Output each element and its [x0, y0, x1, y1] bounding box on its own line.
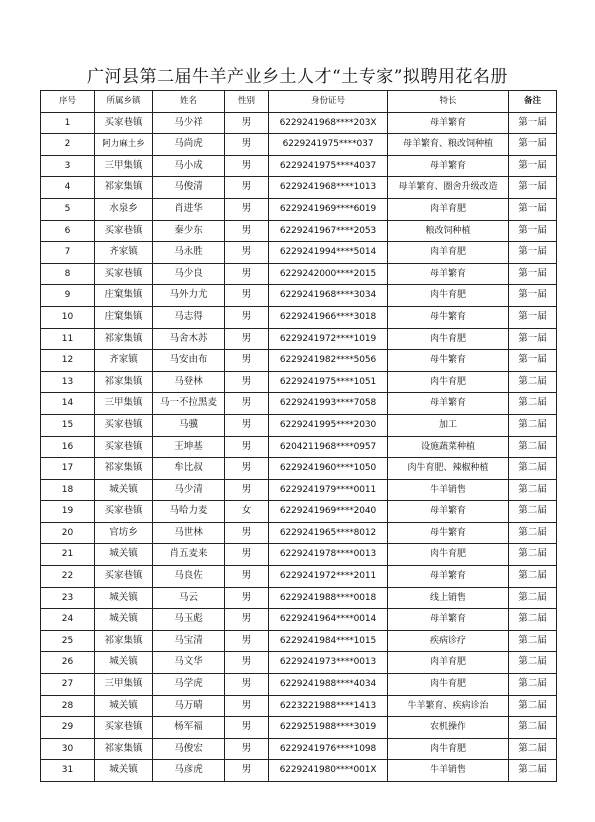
- table-row: [41, 436, 557, 458]
- row-index-cell: 8: [41, 263, 95, 285]
- row-index-cell: 1: [41, 112, 95, 134]
- remark-cell: 第二届: [509, 717, 557, 739]
- person-name-cell: 马世林: [153, 522, 225, 544]
- table-row: [41, 501, 557, 523]
- id-number-cell: 6229241973****0013: [269, 652, 388, 674]
- id-number-cell: 6229241968****3034: [269, 285, 388, 307]
- gender-cell: 男: [225, 652, 269, 674]
- township-cell: 买家巷镇: [95, 717, 153, 739]
- table-row: [41, 458, 557, 480]
- table-row: [41, 566, 557, 588]
- table-row: [41, 544, 557, 566]
- remark-cell: 第一届: [509, 306, 557, 328]
- specialty-cell: 母羊繁育: [388, 609, 509, 631]
- township-cell: 城关镇: [95, 695, 153, 717]
- specialty-cell: 母羊繁育: [388, 263, 509, 285]
- gender-cell: 男: [225, 242, 269, 264]
- specialty-cell: 肉牛育肥: [388, 285, 509, 307]
- row-index-cell: 25: [41, 630, 95, 652]
- township-cell: 庄窠集镇: [95, 285, 153, 307]
- id-number-cell: 6229241976****1098: [269, 738, 388, 760]
- table-row: [41, 393, 557, 415]
- gender-cell: 男: [225, 609, 269, 631]
- gender-cell: 男: [225, 738, 269, 760]
- id-number-cell: 6229241988****0018: [269, 587, 388, 609]
- person-name-cell: 马小成: [153, 155, 225, 177]
- township-cell: 祁家集镇: [95, 458, 153, 480]
- header-row: [41, 91, 557, 113]
- table-row: [41, 371, 557, 393]
- gender-cell: 男: [225, 155, 269, 177]
- row-index-cell: 31: [41, 760, 95, 782]
- id-number-cell: 6229241975****1051: [269, 371, 388, 393]
- remark-cell: 第一届: [509, 198, 557, 220]
- person-name-cell: 马安由布: [153, 350, 225, 372]
- remark-cell: 第二届: [509, 760, 557, 782]
- table-row: [41, 760, 557, 782]
- township-cell: 三甲集镇: [95, 393, 153, 415]
- township-cell: 城关镇: [95, 652, 153, 674]
- row-index-cell: 5: [41, 198, 95, 220]
- gender-cell: 男: [225, 198, 269, 220]
- township-cell: 买家巷镇: [95, 566, 153, 588]
- township-cell: 城关镇: [95, 587, 153, 609]
- row-index-cell: 9: [41, 285, 95, 307]
- township-cell: 买家巷镇: [95, 414, 153, 436]
- township-cell: 庄窠集镇: [95, 306, 153, 328]
- table-row: [41, 112, 557, 134]
- remark-cell: 第二届: [509, 609, 557, 631]
- row-index-cell: 29: [41, 717, 95, 739]
- id-number-cell: 6229241960****1050: [269, 458, 388, 480]
- id-number-cell: 6229241966****3018: [269, 306, 388, 328]
- gender-cell: 男: [225, 522, 269, 544]
- person-name-cell: 马外力尤: [153, 285, 225, 307]
- gender-cell: 男: [225, 587, 269, 609]
- person-name-cell: 马舍木苏: [153, 328, 225, 350]
- remark-cell: 第一届: [509, 328, 557, 350]
- township-cell: 买家巷镇: [95, 220, 153, 242]
- id-number-cell: 6229241988****4034: [269, 674, 388, 696]
- id-number-cell: 6229241978****0013: [269, 544, 388, 566]
- id-number-cell: 6229241980****001X: [269, 760, 388, 782]
- specialty-cell: 母羊繁育: [388, 155, 509, 177]
- township-cell: 城关镇: [95, 479, 153, 501]
- specialty-cell: 母牛繁育: [388, 306, 509, 328]
- remark-cell: 第二届: [509, 695, 557, 717]
- person-name-cell: 马骥: [153, 414, 225, 436]
- specialty-cell: 农机操作: [388, 717, 509, 739]
- id-number-cell: 6229241968****203X: [269, 112, 388, 134]
- person-name-cell: 马登林: [153, 371, 225, 393]
- col-header-township: 所属乡镇: [95, 91, 153, 113]
- col-header-remark: 备注: [509, 91, 557, 113]
- row-index-cell: 24: [41, 609, 95, 631]
- specialty-cell: 母羊繁育、粮改饲种植: [388, 134, 509, 156]
- row-index-cell: 30: [41, 738, 95, 760]
- table-row: [41, 717, 557, 739]
- remark-cell: 第二届: [509, 479, 557, 501]
- person-name-cell: 杨军福: [153, 717, 225, 739]
- remark-cell: 第一届: [509, 350, 557, 372]
- township-cell: 买家巷镇: [95, 112, 153, 134]
- gender-cell: 男: [225, 717, 269, 739]
- person-name-cell: 马俊清: [153, 177, 225, 199]
- row-index-cell: 4: [41, 177, 95, 199]
- person-name-cell: 王坤基: [153, 436, 225, 458]
- gender-cell: 男: [225, 112, 269, 134]
- gender-cell: 女: [225, 501, 269, 523]
- id-number-cell: 6229251988****3019: [269, 717, 388, 739]
- township-cell: 官坊乡: [95, 522, 153, 544]
- table-row: [41, 414, 557, 436]
- id-number-cell: 6229241969****6019: [269, 198, 388, 220]
- person-name-cell: 马少祥: [153, 112, 225, 134]
- gender-cell: 男: [225, 350, 269, 372]
- township-cell: 水泉乡: [95, 198, 153, 220]
- specialty-cell: 母牛繁育: [388, 350, 509, 372]
- gender-cell: 男: [225, 436, 269, 458]
- row-index-cell: 2: [41, 134, 95, 156]
- row-index-cell: 21: [41, 544, 95, 566]
- remark-cell: 第一届: [509, 263, 557, 285]
- person-name-cell: 马哈力麦: [153, 501, 225, 523]
- remark-cell: 第二届: [509, 652, 557, 674]
- id-number-cell: 6229241995****2030: [269, 414, 388, 436]
- gender-cell: 男: [225, 479, 269, 501]
- id-number-cell: 6229241968****1013: [269, 177, 388, 199]
- specialty-cell: 母羊繁育: [388, 393, 509, 415]
- row-index-cell: 16: [41, 436, 95, 458]
- remark-cell: 第二届: [509, 587, 557, 609]
- person-name-cell: 马少清: [153, 479, 225, 501]
- id-number-cell: 6229242000****2015: [269, 263, 388, 285]
- row-index-cell: 17: [41, 458, 95, 480]
- row-index-cell: 15: [41, 414, 95, 436]
- township-cell: 阿力麻土乡: [95, 134, 153, 156]
- col-header-gender: 性别: [225, 91, 269, 113]
- col-header-name: 姓名: [153, 91, 225, 113]
- table-row: [41, 285, 557, 307]
- row-index-cell: 12: [41, 350, 95, 372]
- id-number-cell: 6229241972****1019: [269, 328, 388, 350]
- township-cell: 齐家镇: [95, 350, 153, 372]
- col-header-specialty: 特长: [388, 91, 509, 113]
- gender-cell: 男: [225, 760, 269, 782]
- specialty-cell: 疾病诊疗: [388, 630, 509, 652]
- remark-cell: 第二届: [509, 630, 557, 652]
- remark-cell: 第一届: [509, 134, 557, 156]
- specialty-cell: 肉牛育肥: [388, 371, 509, 393]
- roster-table: [40, 90, 557, 782]
- row-index-cell: 20: [41, 522, 95, 544]
- person-name-cell: 马少良: [153, 263, 225, 285]
- table-row: [41, 177, 557, 199]
- id-number-cell: 6229241969****2040: [269, 501, 388, 523]
- gender-cell: 男: [225, 458, 269, 480]
- remark-cell: 第二届: [509, 566, 557, 588]
- table-body: [41, 112, 557, 781]
- table-row: [41, 674, 557, 696]
- remark-cell: 第一届: [509, 220, 557, 242]
- specialty-cell: 肉牛育肥: [388, 544, 509, 566]
- specialty-cell: 肉羊育肥: [388, 198, 509, 220]
- specialty-cell: 肉羊育肥: [388, 652, 509, 674]
- table-row: [41, 652, 557, 674]
- person-name-cell: 马学虎: [153, 674, 225, 696]
- table-row: [41, 306, 557, 328]
- remark-cell: 第二届: [509, 436, 557, 458]
- row-index-cell: 18: [41, 479, 95, 501]
- col-header-id-number: 身份证号: [269, 91, 388, 113]
- row-index-cell: 22: [41, 566, 95, 588]
- person-name-cell: 马玉彪: [153, 609, 225, 631]
- row-index-cell: 27: [41, 674, 95, 696]
- person-name-cell: 马良佐: [153, 566, 225, 588]
- gender-cell: 男: [225, 371, 269, 393]
- specialty-cell: 肉牛育肥: [388, 328, 509, 350]
- township-cell: 祁家集镇: [95, 177, 153, 199]
- gender-cell: 男: [225, 393, 269, 415]
- township-cell: 齐家镇: [95, 242, 153, 264]
- specialty-cell: 线上销售: [388, 587, 509, 609]
- id-number-cell: 6223221988****1413: [269, 695, 388, 717]
- row-index-cell: 26: [41, 652, 95, 674]
- remark-cell: 第二届: [509, 501, 557, 523]
- col-header-index: 序号: [41, 91, 95, 113]
- gender-cell: 男: [225, 414, 269, 436]
- gender-cell: 男: [225, 566, 269, 588]
- specialty-cell: 肉牛育肥、辣椒种植: [388, 458, 509, 480]
- table-row: [41, 155, 557, 177]
- remark-cell: 第二届: [509, 458, 557, 480]
- township-cell: 买家巷镇: [95, 501, 153, 523]
- specialty-cell: 设施蔬菜种植: [388, 436, 509, 458]
- gender-cell: 男: [225, 263, 269, 285]
- remark-cell: 第一届: [509, 242, 557, 264]
- township-cell: 城关镇: [95, 760, 153, 782]
- id-number-cell: 6229241993****7058: [269, 393, 388, 415]
- township-cell: 三甲集镇: [95, 155, 153, 177]
- remark-cell: 第二届: [509, 738, 557, 760]
- row-index-cell: 14: [41, 393, 95, 415]
- row-index-cell: 11: [41, 328, 95, 350]
- specialty-cell: 肉牛育肥: [388, 738, 509, 760]
- gender-cell: 男: [225, 695, 269, 717]
- row-index-cell: 3: [41, 155, 95, 177]
- gender-cell: 男: [225, 544, 269, 566]
- specialty-cell: 加工: [388, 414, 509, 436]
- gender-cell: 男: [225, 220, 269, 242]
- id-number-cell: 6229241979****0011: [269, 479, 388, 501]
- person-name-cell: 肖五麦来: [153, 544, 225, 566]
- row-index-cell: 6: [41, 220, 95, 242]
- table-row: [41, 738, 557, 760]
- remark-cell: 第一届: [509, 155, 557, 177]
- remark-cell: 第二届: [509, 544, 557, 566]
- township-cell: 城关镇: [95, 609, 153, 631]
- row-index-cell: 7: [41, 242, 95, 264]
- id-number-cell: 6229241984****1015: [269, 630, 388, 652]
- specialty-cell: 牛羊销售: [388, 760, 509, 782]
- gender-cell: 男: [225, 285, 269, 307]
- remark-cell: 第一届: [509, 285, 557, 307]
- table-row: [41, 328, 557, 350]
- specialty-cell: 肉羊育肥: [388, 242, 509, 264]
- person-name-cell: 肖进华: [153, 198, 225, 220]
- township-cell: 祁家集镇: [95, 630, 153, 652]
- specialty-cell: 母羊繁育: [388, 112, 509, 134]
- specialty-cell: 牛羊销售: [388, 479, 509, 501]
- township-cell: 城关镇: [95, 544, 153, 566]
- page-title: 广河县第二届牛羊产业乡土人才“土专家”拟聘用花名册: [87, 67, 508, 87]
- id-number-cell: 6229241965****8012: [269, 522, 388, 544]
- row-index-cell: 13: [41, 371, 95, 393]
- table-row: [41, 242, 557, 264]
- id-number-cell: 6229241972****2011: [269, 566, 388, 588]
- person-name-cell: 马云: [153, 587, 225, 609]
- table-row: [41, 695, 557, 717]
- id-number-cell: 6204211968****0957: [269, 436, 388, 458]
- township-cell: 祁家集镇: [95, 328, 153, 350]
- specialty-cell: 母羊繁育: [388, 566, 509, 588]
- gender-cell: 男: [225, 328, 269, 350]
- township-cell: 买家巷镇: [95, 263, 153, 285]
- table-row: [41, 630, 557, 652]
- id-number-cell: 6229241975****4037: [269, 155, 388, 177]
- specialty-cell: 肉牛育肥: [388, 674, 509, 696]
- gender-cell: 男: [225, 177, 269, 199]
- remark-cell: 第二届: [509, 522, 557, 544]
- gender-cell: 男: [225, 306, 269, 328]
- specialty-cell: 母牛繁育: [388, 522, 509, 544]
- id-number-cell: 6229241982****5056: [269, 350, 388, 372]
- table-row: [41, 134, 557, 156]
- person-name-cell: 马尚虎: [153, 134, 225, 156]
- person-name-cell: 马万晴: [153, 695, 225, 717]
- table-row: [41, 220, 557, 242]
- person-name-cell: 秦少东: [153, 220, 225, 242]
- id-number-cell: 6229241967****2053: [269, 220, 388, 242]
- remark-cell: 第二届: [509, 414, 557, 436]
- person-name-cell: 马宝清: [153, 630, 225, 652]
- specialty-cell: 牛羊繁育、疾病诊治: [388, 695, 509, 717]
- township-cell: 三甲集镇: [95, 674, 153, 696]
- township-cell: 买家巷镇: [95, 436, 153, 458]
- id-number-cell: 6229241994****5014: [269, 242, 388, 264]
- gender-cell: 男: [225, 630, 269, 652]
- person-name-cell: 牟比叔: [153, 458, 225, 480]
- gender-cell: 男: [225, 134, 269, 156]
- id-number-cell: 6229241975****037: [269, 134, 388, 156]
- table-row: [41, 479, 557, 501]
- remark-cell: 第二届: [509, 393, 557, 415]
- specialty-cell: 母羊繁育: [388, 501, 509, 523]
- person-name-cell: 马永胜: [153, 242, 225, 264]
- person-name-cell: 马彦虎: [153, 760, 225, 782]
- remark-cell: 第二届: [509, 674, 557, 696]
- table-row: [41, 587, 557, 609]
- person-name-cell: 马俊宏: [153, 738, 225, 760]
- remark-cell: 第一届: [509, 177, 557, 199]
- table-row: [41, 198, 557, 220]
- township-cell: 祁家集镇: [95, 371, 153, 393]
- table-row: [41, 350, 557, 372]
- specialty-cell: 粮改饲种植: [388, 220, 509, 242]
- row-index-cell: 28: [41, 695, 95, 717]
- table-row: [41, 263, 557, 285]
- remark-cell: 第一届: [509, 112, 557, 134]
- person-name-cell: 马文华: [153, 652, 225, 674]
- person-name-cell: 马志得: [153, 306, 225, 328]
- id-number-cell: 6229241964****0014: [269, 609, 388, 631]
- table-row: [41, 522, 557, 544]
- gender-cell: 男: [225, 674, 269, 696]
- table-row: [41, 609, 557, 631]
- specialty-cell: 母羊繁育、圈舍升级改造: [388, 177, 509, 199]
- township-cell: 祁家集镇: [95, 738, 153, 760]
- row-index-cell: 23: [41, 587, 95, 609]
- row-index-cell: 10: [41, 306, 95, 328]
- row-index-cell: 19: [41, 501, 95, 523]
- person-name-cell: 马一不拉黑麦: [153, 393, 225, 415]
- remark-cell: 第二届: [509, 371, 557, 393]
